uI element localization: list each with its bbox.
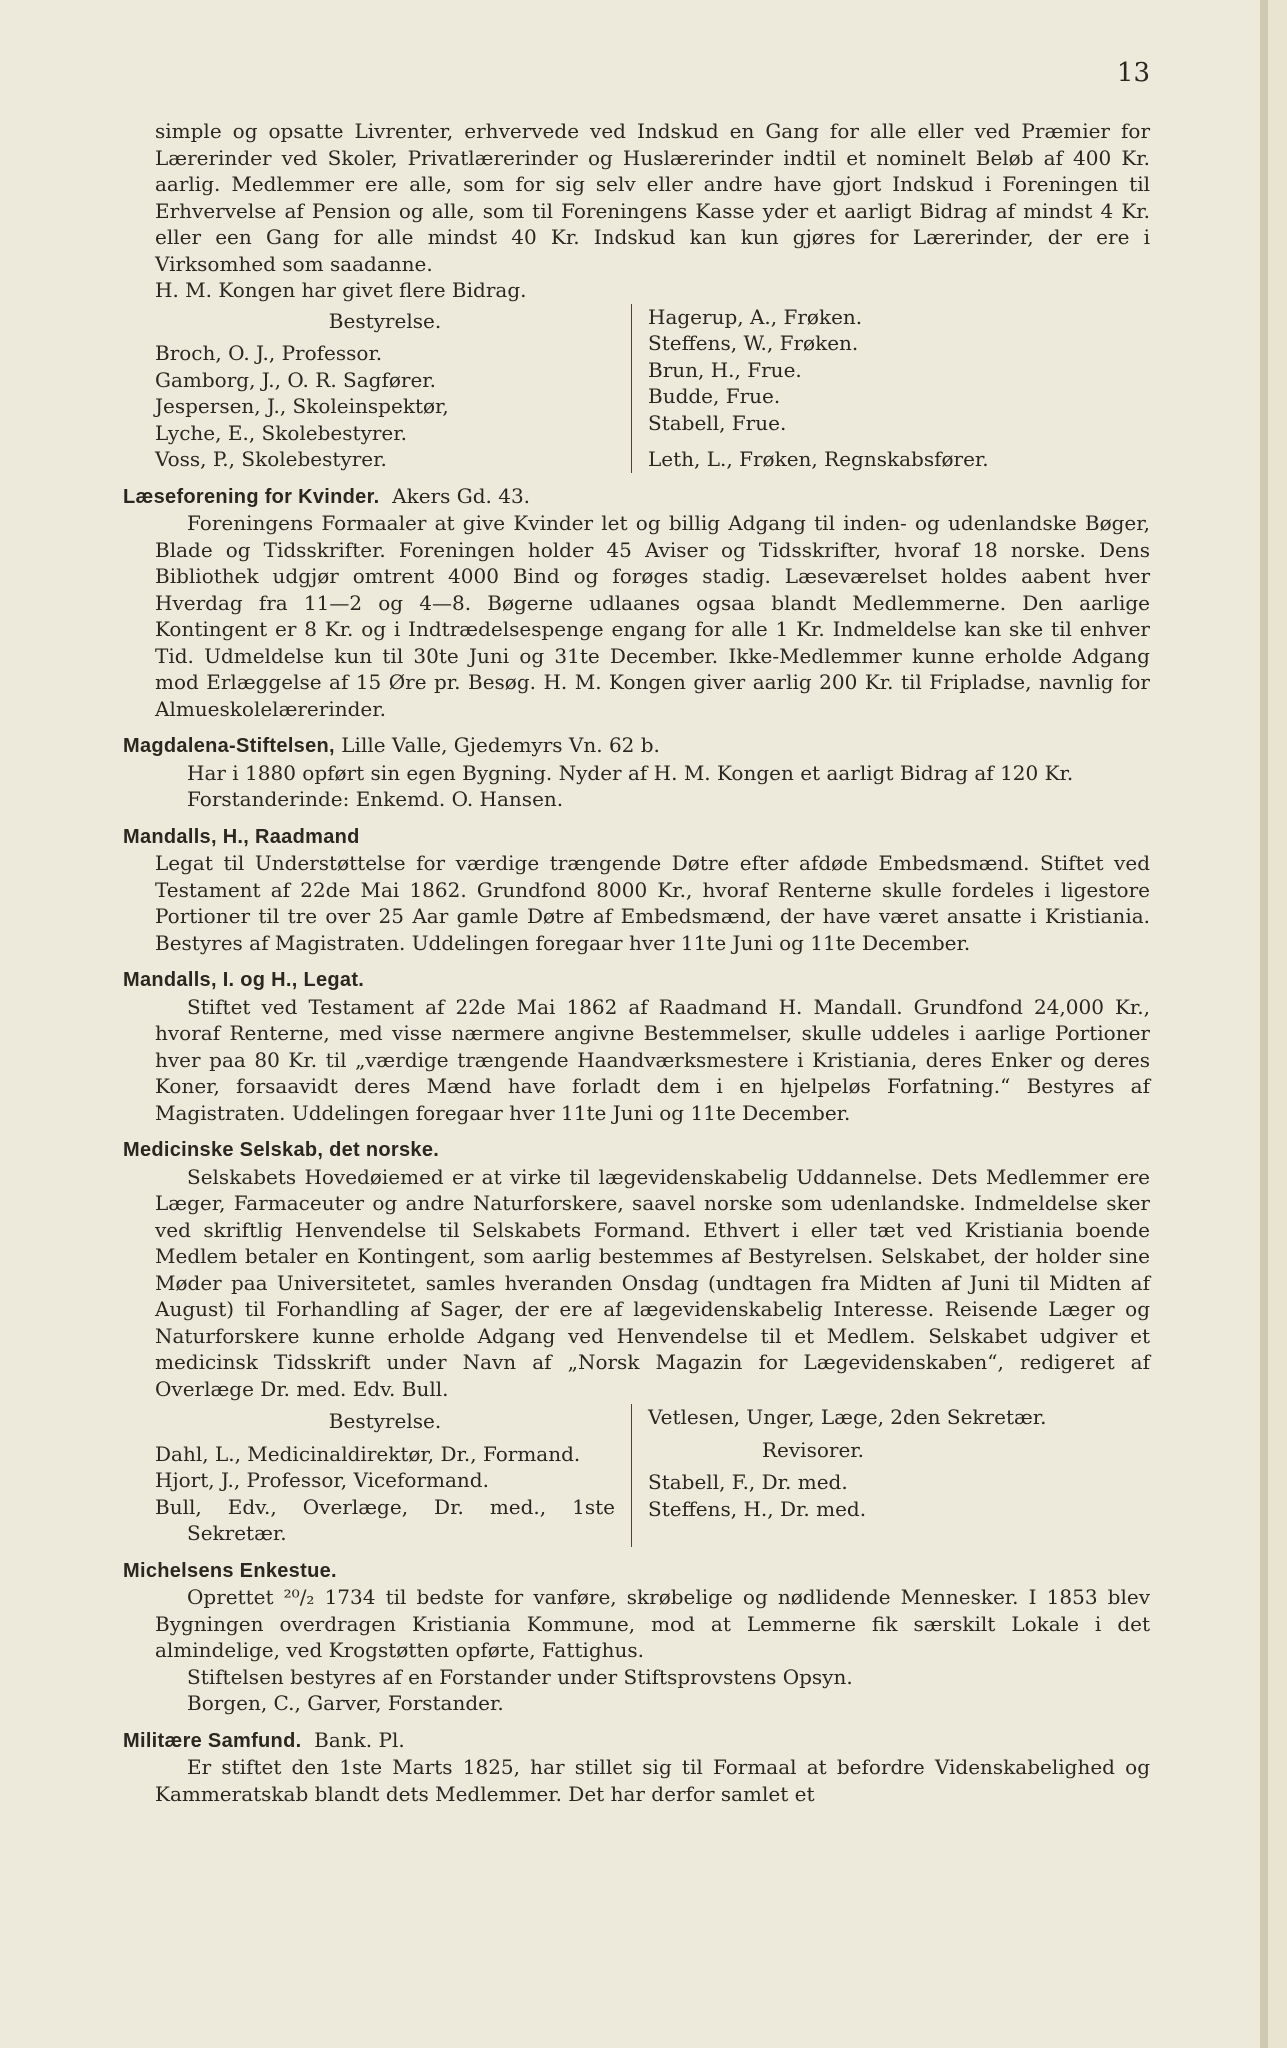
board-member: Gamborg, J., O. R. Sagfører. — [155, 367, 437, 392]
entry-paragraph: Borgen, C., Garver, Forstander. — [187, 1691, 504, 1715]
spacer — [648, 436, 989, 446]
auditor: Steffens, H., Dr. med. — [648, 1496, 867, 1521]
board-member: Vetlesen, Unger, Læge, 2den Sekretær. — [648, 1405, 1047, 1429]
board-member: Dahl, L., Medicinaldirektør, Dr., Formand. — [155, 1441, 581, 1466]
intro-board — [155, 278, 1150, 473]
entry-heading: Magdalena-Stiftelsen, — [123, 735, 335, 757]
board-member: Voss, P., Skolebestyrer. — [155, 447, 387, 471]
board-title: Bestyrelse. — [328, 1409, 442, 1433]
entry-militaere-samfund — [123, 1727, 1150, 1808]
intro-board-right — [631, 304, 989, 473]
board-member: Broch, O. J., Professor. — [155, 341, 383, 365]
medicinske-board-right — [632, 1404, 1047, 1547]
board-member: Steffens, W., Frøken. — [648, 331, 859, 355]
board-member: Leth, L., Frøken, Regnskabsfører. — [648, 447, 989, 471]
board-title: Bestyrelse. — [328, 308, 442, 333]
entry-paragraph: Foreningens Formaaler at give Kvinder let og billig Adgang til inden- og udenlandske Bøger, Blade og Tidsskrifter. Foreningen holder 45 Aviser og Tidsskrifter, hvoraf 18 norske. Dens Bibliothek udgjør omtrent 4000 Bind og forøges stadig. Læseværelset holdes aabent hver Hverdag fra 11—2 og 4—8. Bøgerne udlaanes ogsaa blandt Medlemmerne. Den aarlige Kontingent er 8 Kr. og i Indtrædelsespenge engang for alle 1 Kr. Indmeldelse kan ske til enhver Tid. Udmeldelse kun til 30te Juni og 31te December. Ikke-Medlemmer kunne erholde Adgang mod Erlæggelse af 15 Øre pr. Besøg. H. M. Kongen giver aarlig 200 Kr. til Fripladse, navnlig for Almueskolelærerinder. — [155, 511, 1150, 721]
medicinske-board — [155, 1404, 1150, 1547]
entry-address: Bank. Pl. — [314, 1727, 405, 1752]
entry-address: Akers Gd. 43. — [392, 483, 531, 508]
page-number: 13 — [1116, 58, 1150, 88]
board-member: Bull, Edv., Overlæge, Dr. med., 1ste Sekretær. — [155, 1494, 615, 1545]
board-member: Brun, H., Frue. — [648, 357, 802, 382]
page-content — [123, 118, 1150, 1807]
intro-board-left — [155, 278, 631, 473]
board-member: Lyche, E., Skolebestyrer. — [155, 420, 407, 445]
entry-mandalls-h — [123, 823, 1150, 957]
medicinske-board-left — [155, 1404, 632, 1547]
entry-heading: Mandalls, H., Raadmand — [123, 825, 360, 848]
auditor: Stabell, F., Dr. med. — [648, 1470, 848, 1494]
entry-heading: Militære Samfund. — [123, 1729, 302, 1752]
entry-paragraph: Er stiftet den 1ste Marts 1825, har stillet sig til Formaal at befordre Videnskabelighed og Kammeratskab blandt dets Medlemmer. Det har derfor samlet et — [155, 1755, 1150, 1806]
entry-medicinske-selskab — [123, 1136, 1150, 1547]
entry-paragraph: Forstanderinde: Enkemd. O. Hansen. — [187, 787, 564, 811]
entry-mandalls-legat — [123, 966, 1150, 1126]
entry-laeseforening — [123, 483, 1150, 723]
entry-paragraph: Oprettet ²⁰/₂ 1734 til bedste for vanføre, skrøbelige og nødlidende Mennesker. I 1853 blev Bygningen overdragen Kristiania Kommune, mod at Lemmerne fik særskilt Lokale i det almindelige, ved Krogstøtten opførte, Fattighus. — [155, 1585, 1150, 1662]
entry-heading: Læseforening for Kvinder. — [123, 485, 380, 508]
intro-last-line: H. M. Kongen har givet flere Bidrag. — [155, 278, 527, 302]
intro-paragraph: simple og opsatte Livrenter, erhvervede ved Indskud en Gang for alle eller ved Præmier for Lærerinder ved Skoler, Privatlærerinder og Huslærerinder indtil et nominelt Beløb af 400 Kr. aarlig. Medlemmer ere alle, som for sig selv eller andre have gjort Indskud i Foreningen til Erhvervelse af Pension og alle, som til Foreningens Kasse yder et aarligt Bidrag af mindst 4 Kr. eller een Gang for alle mindst 40 Kr. Indskud kan kun gjøres for Lærerinder, der ere i Virksomhed som saadanne. — [155, 119, 1150, 276]
entry-paragraph: Stiftelsen bestyres af en Forstander under Stiftsprovstens Opsyn. — [187, 1664, 853, 1689]
entry-paragraph: Har i 1880 opført sin egen Bygning. Nyder af H. M. Kongen et aarligt Bidrag af 120 Kr. — [187, 760, 1074, 785]
entry-michelsens-enkestue — [123, 1557, 1150, 1717]
entry-address: Lille Valle, Gjedemyrs Vn. 62 b. — [341, 733, 660, 757]
entry-paragraph: Selskabets Hovedøiemed er at virke til lægevidenskabelig Uddannelse. Dets Medlemmer ere Læger, Farmaceuter og andre Naturforskere, saavel norske som udenlandske. Indmeldelse sker ved skriftlig Henvendelse til Selskabets Formand. Ethvert i eller tæt ved Kristiania boende Medlem betaler en Kontingent, som aarlig bestemmes af Bestyrelsen. Selskabet, der holder sine Møder paa Universitetet, samles hveranden Onsdag (undtagen fra Midten af Juni til Midten af August) til Forhandling af Sager, der ere af lægevidenskabelig Interesse. Reisende Læger og Naturforskere kunne erholde Adgang ved Henvendelse til et Medlem. Selskabet udgiver et medicinsk Tidsskrift under Navn af „Norsk Magazin for Lægevidenskaben“, redigeret af Overlæge Dr. med. Edv. Bull. — [155, 1164, 1150, 1401]
entry-heading: Michelsens Enkestue. — [123, 1559, 337, 1582]
board-member: Hagerup, A., Frøken. — [648, 304, 863, 329]
entry-heading: Medicinske Selskab, det norske. — [123, 1139, 440, 1161]
board-member: Budde, Frue. — [648, 384, 781, 408]
entry-heading: Mandalls, I. og H., Legat. — [123, 969, 365, 991]
entry-paragraph: Legat til Understøttelse for værdige trængende Døtre efter afdøde Embedsmænd. Stiftet ved Testament af 22de Mai 1862. Grundfond 8000 Kr., hvoraf Renterne skulle fordeles i ligestore Portioner til tre over 25 Aar gamle Døtre af Embedsmænd, der have været ansatte i Kristiania. Bestyres af Magistraten. Uddelingen foregaar hver 11te Juni og 11te December. — [155, 851, 1150, 955]
board-member: Hjort, J., Professor, Viceformand. — [155, 1468, 489, 1492]
board-member: Jespersen, J., Skoleinspektør, — [155, 394, 449, 418]
auditors-title: Revisorer. — [761, 1437, 864, 1462]
entry-paragraph: Stiftet ved Testament af 22de Mai 1862 af Raadmand H. Mandall. Grundfond 24,000 Kr., hvoraf Renterne, med visse nærmere angivne Bestemmelser, skulle uddeles i aarlige Portioner hver paa 80 Kr. til „værdige trængende Haandværksmestere i Kristiania, deres Enker og deres Koner, forsaavidt deres Mænd have forladt dem i en hjelpeløs Forfatning.“ Bestyres af Magistraten. Uddelingen foregaar hver 11te Juni og 11te December. — [155, 994, 1150, 1125]
entry-magdalena — [123, 732, 1150, 813]
board-member: Stabell, Frue. — [648, 410, 787, 435]
